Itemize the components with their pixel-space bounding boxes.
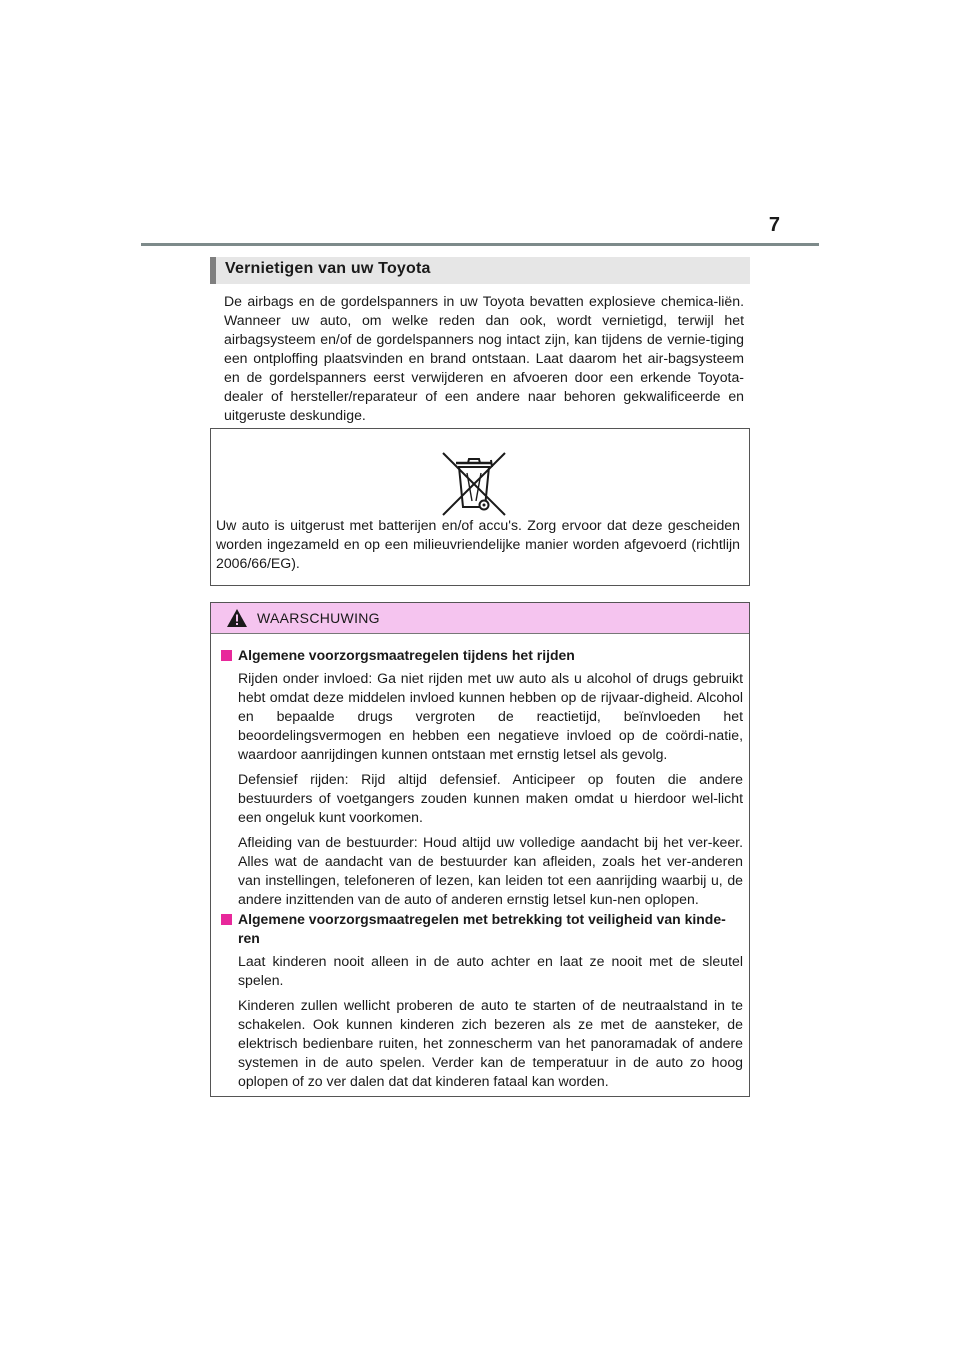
crossed-out-wheelie-bin-icon xyxy=(439,449,509,519)
warning-header xyxy=(211,603,749,634)
warning-paragraph: Kinderen zullen wellicht proberen de auto te starten of de neutraalstand in te schakelen. Ook kunnen kinderen zich bezeren als ze met de aansteker, de elektrisch bedienbare ruiten, het zonnescherm van het panoramadak of andere systemen in de auto spelen. Verder kan de temperatuur in de auto zo hoog oplopen of zo ver dalen dat dat kinderen fataal kan worden. xyxy=(238,997,743,1089)
warning-paragraph: Defensief rijden: Rijd altijd defensief. Anticipeer op fouten die andere bestuurders of voetgangers zouden kunnen maken omdat u hierdoor wel-licht een ongeluk kunt voorkomen. xyxy=(238,771,743,825)
warning-title: WAARSCHUWING xyxy=(257,610,380,626)
warning-section-heading-text: Algemene voorzorgsmaatregelen met betrekking tot veiligheid van kinde-ren xyxy=(238,911,726,946)
warning-section-driving xyxy=(221,646,743,909)
disposal-notice-box xyxy=(210,428,750,586)
section-header-bar xyxy=(210,257,216,284)
warning-triangle-icon xyxy=(226,608,248,628)
page-number: 7 xyxy=(768,214,780,236)
warning-paragraph: Afleiding van de bestuurder: Houd altijd uw volledige aandacht bij het ver-keer. Alles wat de aandacht van de bestuurder kan afleiden, zoals het ver-anderen van instellingen, telefoneren of lezen, kan leiden tot een aanrijding waarbij u, de andere inzittenden van de auto of anderen ernstig letsel kun-nen oplopen. xyxy=(238,834,743,907)
warning-section-heading xyxy=(221,646,743,665)
disposal-text: Uw auto is uitgerust met batterijen en/of accu's. Zorg ervoor dat deze gescheiden worden ingezameld en op een milieuvriendelijke manier worden afgevoerd (richtlijn 2006/66/EG). xyxy=(216,517,740,571)
bullet-square-icon xyxy=(221,914,232,925)
intro-paragraph: De airbags en de gordelspanners in uw Toyota bevatten explosieve chemica-liën. Wanneer uw auto, om welke reden dan ook, wordt vernietigd, terwijl het airbagsysteem en/of de gordelspanners nog intact zijn, kan tijdens de vernie-tiging een ontploffing plaatsvinden en brand ontstaan. Laat daarom het air-bagsysteem en de gordelspanners eerst verwijderen en afvoeren door een erkende Toyota-dealer of hersteller/reparateur of een andere naar behoren gekwalificeerde en uitgeruste deskundige. xyxy=(224,293,744,423)
warning-paragraph: Laat kinderen nooit alleen in de auto achter en laat ze nooit met de sleutel spelen. xyxy=(238,953,743,988)
warning-paragraph: Rijden onder invloed: Ga niet rijden met uw auto als u alcohol of drugs gebruikt hebt omdat deze middelen invloed kunnen hebben op de rijvaar-digheid. Alcohol en bepaalde drugs vergroten de reactietijd, beïnvloeden het beoordelingsvermogen en hebben een negatieve invloed op de coördi-natie, waardoor aanrijdingen kunnen ontstaan met ernstig letsel als gevolg. xyxy=(238,670,743,762)
warning-section-heading xyxy=(221,910,743,948)
section-header xyxy=(210,257,750,284)
header-rule xyxy=(141,243,819,246)
warning-section-children xyxy=(221,910,743,1091)
section-title: Vernietigen van uw Toyota xyxy=(225,260,431,277)
warning-section-heading-text: Algemene voorzorgsmaatregelen tijdens het rijden xyxy=(238,647,575,663)
warning-box xyxy=(210,602,750,1097)
bullet-square-icon xyxy=(221,650,232,661)
